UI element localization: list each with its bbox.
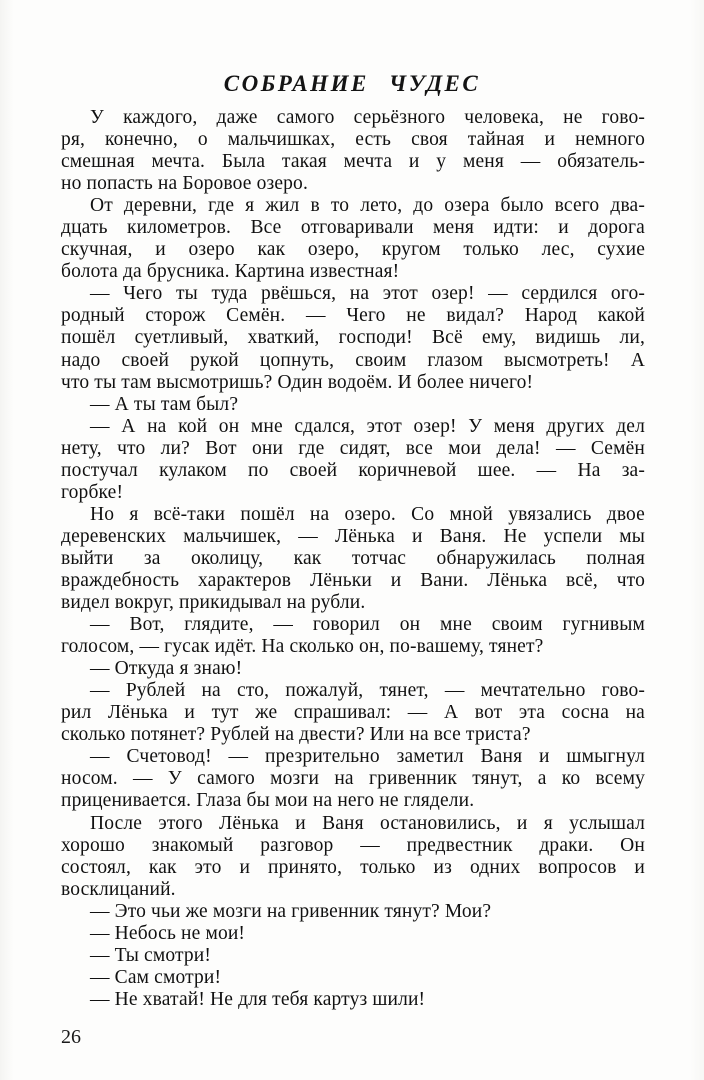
text-line: нету, что ли? Вот они где сидят, все мои дела! — Семён [61,437,645,459]
text-line: болота да брусника. Картина известная! [61,261,400,283]
page-number: 26 [61,1026,81,1048]
text-line: У каждого, даже самого серьёзного человека, не гово- [90,107,645,128]
text-line: что ты там высмотришь? Один водоём. И более ничего! [61,371,534,393]
paragraph [61,967,645,989]
text-line: постучал кулаком по своей коричневой шее. — На за- [61,459,645,481]
story-title: СОБРАНИЕ ЧУДЕС [223,71,481,96]
text-line: родный сторож Семён. — Чего не видал? Народ какой [61,305,645,327]
text-line: голосом, — гусак идёт. На сколько он, по-вашему, тянет? [61,636,544,658]
text-line: рил Лёнька и тут же спрашивал: — А вот эта сосна на [61,702,645,724]
text-line: — Счетовод! — презрительно заметил Ваня и шмыгнул [90,746,645,768]
text-line: — Сам смотри! [90,966,222,988]
story-text-body [61,107,645,1011]
paragraph [61,901,645,923]
text-line: видел вокруг, прикидывал на рубли. [61,592,366,614]
text-line: ря, конечно, о мальчишках, есть своя тайная и немного [61,129,645,151]
paragraph [61,989,645,1011]
text-line: — А ты там был? [90,393,239,415]
text-line: — Рублей на сто, пожалуй, тянет, — мечтательно гово- [90,680,645,702]
text-line: выйти за околицу, как тотчас обнаружилась полная [61,547,645,569]
text-line: дцать километров. Все отговаривали меня идти: и дорога [61,217,645,239]
paragraph [61,394,645,416]
text-line: но попасть на Боровое озеро. [61,173,308,195]
text-line: — А на кой он мне сдался, этот озер! У меня других дел [90,415,645,437]
text-line: сколько потянет? Рублей на двести? Или на все триста? [61,724,531,746]
text-line: состоял, как это и принято, только из одних вопросов и [61,856,645,878]
text-line: смешная мечта. Была такая мечта и у меня — обязатель- [61,151,645,173]
text-line: От деревни, где я жил в то лето, до озера было всего два- [90,195,645,217]
paragraph [61,746,645,812]
text-line: Но я всё-таки пошёл на озеро. Со мной увязались двое [90,503,645,525]
text-line: — Это чьи же мозги на гривенник тянут? Мои? [90,900,492,922]
paragraph [61,923,645,945]
text-line: — Вот, глядите, — говорил он мне своим гугнивым [90,614,645,636]
text-line: деревенских мальчишек, — Лёнька и Ваня. Не успели мы [61,525,645,547]
text-line: носом. — У самого мозги на гривенник тянут, а ко всему [61,768,645,790]
paragraph [61,107,645,195]
text-line: — Ты смотри! [90,944,212,966]
text-line: — Небось не мои! [90,922,246,944]
paragraph [61,680,645,746]
paragraph [61,945,645,967]
paragraph [61,614,645,658]
text-line: — Не хватай! Не для тебя картуз шили! [90,988,426,1010]
paragraph [61,283,645,393]
text-line: хорошо знакомый разговор — предвестник драки. Он [61,834,645,856]
paragraph [61,195,645,283]
text-line: — Откуда я знаю! [90,658,243,680]
paragraph [61,416,645,504]
text-line: враждебность характеров Лёньки и Вани. Лёнька всё, что [61,569,645,591]
text-line: После этого Лёнька и Ваня остановились, и я услышал [90,812,645,834]
text-line: — Чего ты туда рвёшься, на этот озер! — сердился ого- [90,283,645,305]
text-line: восклицаний. [61,878,176,900]
text-line: надо своей рукой цопнуть, своим глазом высмотреть! А [61,349,645,371]
text-line: горбке! [61,481,124,503]
text-line: приценивается. Глаза бы мои на него не глядели. [61,790,475,812]
text-line: скучная, и озеро как озеро, кругом только лес, сухие [61,239,645,261]
paragraph [61,813,645,901]
paragraph [61,504,645,614]
paragraph [61,658,645,680]
text-line: пошёл суетливый, хваткий, господи! Всё ему, видишь ли, [61,327,645,349]
